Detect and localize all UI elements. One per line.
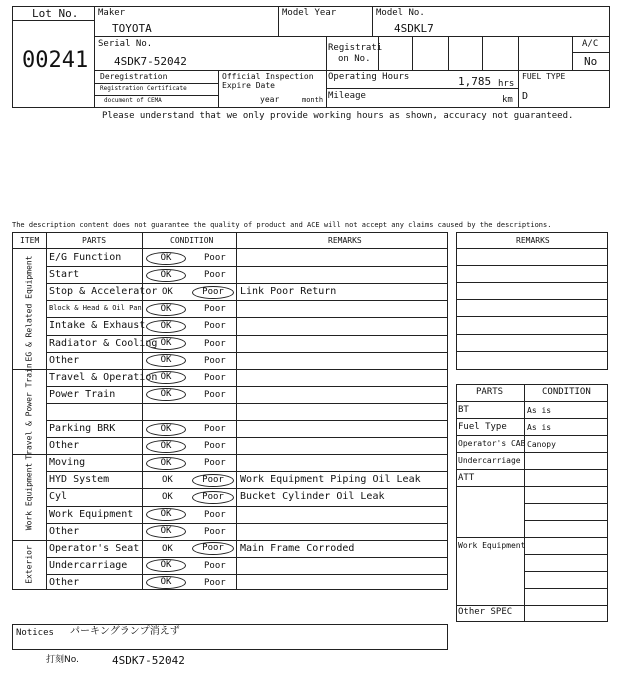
op-hours-value: 1,785 xyxy=(458,75,492,88)
work-equipment-label: Work Equipment xyxy=(458,541,526,550)
condition-poor: Poor xyxy=(204,338,226,349)
condition-poor: Poor xyxy=(204,526,226,537)
spec-condition: As is xyxy=(527,423,552,432)
right-col-parts: PARTS xyxy=(476,387,504,397)
group-label: Exterior xyxy=(24,545,34,585)
part-name: Other xyxy=(49,576,80,588)
model-no-value: 4SDKL7 xyxy=(394,22,434,35)
notices-text: パーキングランプ消えず xyxy=(70,626,180,637)
dereg-sub-2: document of CEMA xyxy=(104,97,162,104)
maker-value: TOYOTA xyxy=(112,22,152,35)
part-name: Other xyxy=(49,354,80,366)
lot-number: 00241 xyxy=(22,48,89,73)
part-name: Power Train xyxy=(49,388,116,400)
condition-ok: OK xyxy=(162,287,173,298)
spec-condition: As is xyxy=(527,406,552,415)
condition-poor: Poor xyxy=(192,474,234,487)
remark-text: Bucket Cylinder Oil Leak xyxy=(240,491,385,503)
spec-part: BT xyxy=(458,405,469,415)
condition-ok: OK xyxy=(146,525,186,538)
condition-poor: Poor xyxy=(204,321,226,332)
condition-ok: OK xyxy=(146,423,186,436)
op-hours-label: Operating Hours xyxy=(328,72,410,82)
disclaimer: Please understand that we only provide working hours as shown, accuracy not guaranteed. xyxy=(102,111,574,121)
serial-value: 4SDK7-52042 xyxy=(114,55,187,68)
condition-ok: OK xyxy=(146,508,186,521)
condition-ok: OK xyxy=(146,320,186,333)
group-label: Work Equipment xyxy=(24,462,34,531)
col-parts: PARTS xyxy=(82,236,107,245)
notices-label: Notices xyxy=(16,628,54,638)
group-label: Travel & Power Train xyxy=(24,362,34,460)
km-label: km xyxy=(502,95,513,105)
remark-text: Work Equipment Piping Oil Leak xyxy=(240,474,421,486)
registration-label-1: Registrati xyxy=(328,43,383,53)
right-remarks-label: REMARKS xyxy=(516,236,550,245)
part-name: Other xyxy=(49,525,80,537)
condition-poor: Poor xyxy=(204,270,226,281)
fuel-type-label: FUEL TYPE xyxy=(522,72,566,81)
part-name: Travel & Operation xyxy=(49,371,158,383)
other-spec-label: Other SPEC xyxy=(458,607,513,617)
dereg-label: Deregistration xyxy=(100,72,168,81)
condition-ok: OK xyxy=(146,303,186,316)
part-name: Undercarriage xyxy=(49,559,128,571)
condition-poor: Poor xyxy=(204,389,226,400)
ac-value: No xyxy=(584,55,598,68)
remark-text: Link Poor Return xyxy=(240,286,337,298)
part-name: Operator's Seat xyxy=(49,542,140,554)
model-no-label: Model No. xyxy=(376,8,425,18)
stamp-value: 4SDK7-52042 xyxy=(112,654,185,667)
part-name: Cyl xyxy=(49,491,68,503)
part-name: Intake & Exhaust xyxy=(49,320,146,332)
condition-poor: Poor xyxy=(204,424,226,434)
inspection-label-1: Official Inspection xyxy=(222,72,314,81)
mileage-label: Mileage xyxy=(328,91,366,101)
condition-poor: Poor xyxy=(204,253,226,263)
stamp-label: 打刻No. xyxy=(46,655,79,665)
part-name: Other xyxy=(49,440,80,452)
condition-poor: Poor xyxy=(204,560,226,571)
condition-ok: OK xyxy=(146,252,186,265)
spec-part: ATT xyxy=(458,473,475,483)
spec-part: Operator's CAB xyxy=(458,439,526,448)
condition-poor: Poor xyxy=(192,542,234,555)
condition-ok: OK xyxy=(162,543,173,554)
condition-ok: OK xyxy=(146,576,186,589)
remark-text: Main Frame Corroded xyxy=(240,542,355,554)
serial-label: Serial No. xyxy=(98,39,153,49)
spec-condition: Canopy xyxy=(527,440,556,449)
model-year-label: Model Year xyxy=(282,8,337,18)
condition-ok: OK xyxy=(146,337,186,350)
condition-poor: Poor xyxy=(192,491,234,504)
condition-poor: Poor xyxy=(204,372,226,383)
condition-ok: OK xyxy=(146,440,186,453)
condition-ok: OK xyxy=(146,388,186,401)
condition-ok: OK xyxy=(162,475,173,486)
condition-poor: Poor xyxy=(192,286,234,299)
part-name: HYD System xyxy=(49,474,110,486)
part-name: Work Equipment xyxy=(49,508,134,520)
spec-part: Fuel Type xyxy=(458,422,507,432)
spec-part: Undercarriage xyxy=(458,456,521,465)
condition-poor: Poor xyxy=(204,355,226,366)
inspection-label-2: Expire Date xyxy=(222,81,275,90)
part-name: Start xyxy=(49,269,80,281)
col-condition: CONDITION xyxy=(170,236,214,245)
condition-poor: Poor xyxy=(204,509,226,520)
group-label: EG & Related Equipment xyxy=(24,255,34,362)
part-name: Stop & Accelerator xyxy=(49,286,158,298)
part-name: Parking BRK xyxy=(49,423,116,434)
right-col-condition: CONDITION xyxy=(542,387,591,397)
part-name: E/G Function xyxy=(49,252,122,263)
condition-ok: OK xyxy=(146,559,186,572)
condition-poor: Poor xyxy=(204,458,226,469)
lot-label: Lot No. xyxy=(32,7,79,20)
condition-poor: Poor xyxy=(204,304,226,315)
part-name: Moving xyxy=(49,457,86,469)
dereg-sub-1: Registration Certificate xyxy=(100,85,187,92)
year-label: year xyxy=(260,95,280,104)
condition-ok: OK xyxy=(146,457,186,470)
month-label: month xyxy=(302,96,324,104)
description-note: The description content does not guarantee the quality of product and ACE will not accept any claims caused by the descriptions. xyxy=(12,221,552,229)
condition-poor: Poor xyxy=(204,441,226,452)
col-item: ITEM xyxy=(20,236,40,245)
condition-ok: OK xyxy=(146,269,186,282)
part-name: Block & Head & Oil Pan xyxy=(49,304,142,313)
condition-ok: OK xyxy=(146,371,186,384)
ac-label: A/C xyxy=(582,39,599,49)
part-name: Radiator & Cooling xyxy=(49,337,158,349)
hrs-label: hrs xyxy=(498,79,515,89)
maker-label: Maker xyxy=(98,8,126,18)
fuel-type-value: D xyxy=(522,91,529,102)
registration-label-2: on No. xyxy=(338,54,371,64)
condition-ok: OK xyxy=(146,354,186,367)
condition-ok: OK xyxy=(162,492,173,503)
condition-poor: Poor xyxy=(204,577,226,588)
col-remarks: REMARKS xyxy=(328,236,362,245)
